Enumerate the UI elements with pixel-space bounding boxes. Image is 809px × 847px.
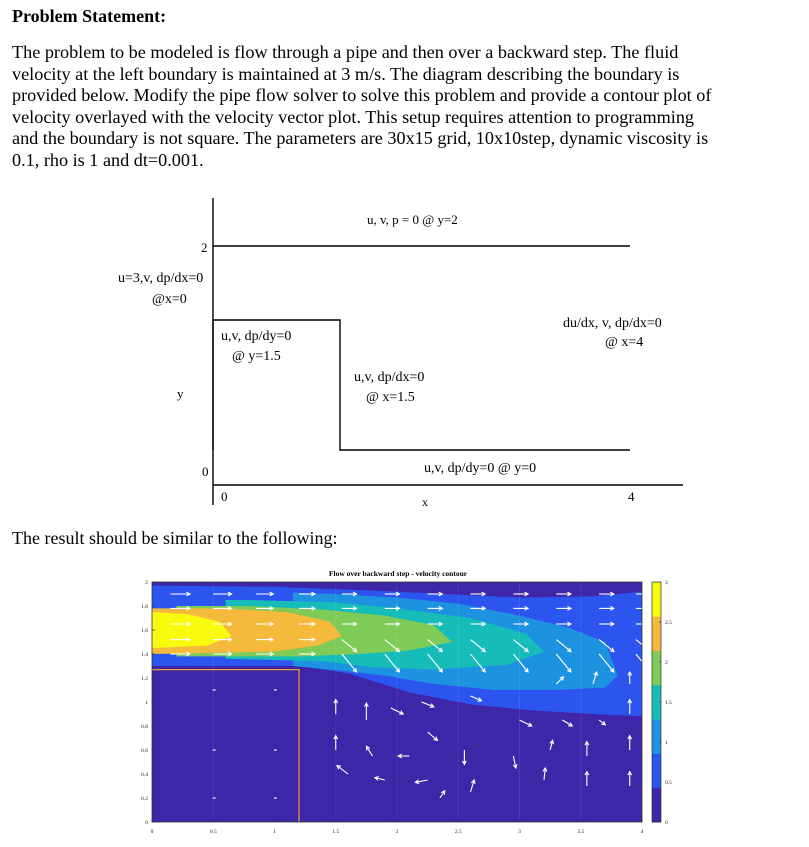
- diagram-right-label-2: @ x=4: [605, 335, 644, 350]
- diagram-step-top-label-1: u,v, dp/dy=0: [221, 329, 292, 344]
- y-tick-label: 0.4: [141, 772, 148, 778]
- paragraph-line: and the boundary is not square. The parameters are 30x15 grid, 10x10step, dynamic viscosity is: [12, 128, 709, 149]
- x-tick-label: 1.5: [332, 829, 340, 835]
- arrow-dot: [274, 797, 276, 799]
- colorbar-tick-label: 1: [665, 740, 668, 746]
- paragraph-line: provided below. Modify the pipe flow solver to solve this problem and provide a contour plot of: [12, 85, 712, 106]
- step-region: [152, 670, 299, 822]
- x-tick-label: 3: [518, 829, 521, 835]
- diagram-bottom-label: u,v, dp/dy=0 @ y=0: [424, 461, 537, 476]
- y-tick-label: 2: [145, 580, 148, 586]
- x-tick-label: 1: [273, 829, 276, 835]
- x-tick-label: 4: [640, 829, 644, 835]
- diagram-x-axis-label: x: [422, 495, 428, 509]
- x-tick-label: 2.5: [454, 829, 462, 835]
- diagram-y-tick-bottom: 0: [202, 464, 209, 479]
- problem-paragraph: [12, 42, 802, 172]
- diagram-left-label-1: u=3,v, dp/dx=0: [118, 271, 204, 286]
- x-tick-label: 0: [150, 829, 154, 835]
- diagram-x-tick-right: 4: [628, 489, 635, 504]
- x-tick-label: 3.5: [577, 829, 585, 835]
- colorbar-tick-label: 0: [665, 820, 668, 826]
- paragraph-line: 0.1, rho is 1 and dt=0.001.: [12, 149, 204, 170]
- result-lead-text: The result should be similar to the following:: [12, 528, 338, 548]
- paragraph-line: The problem to be modeled is flow through a pipe and then over a backward step. The fluid: [12, 42, 679, 62]
- arrow-dot: [212, 689, 214, 691]
- colorbar-segment: [652, 719, 661, 754]
- y-tick-label: 1.8: [141, 604, 148, 610]
- x-tick-label: 2: [395, 829, 399, 835]
- velocity-contour-plot: [0, 560, 809, 847]
- arrow-dot: [274, 689, 276, 691]
- arrow-dot: [212, 797, 214, 799]
- arrow-dot: [274, 749, 276, 751]
- y-tick-label: 1.6: [141, 628, 148, 634]
- y-tick-label: 0.2: [141, 796, 148, 802]
- x-tick-label: 0.5: [209, 829, 217, 835]
- colorbar-segment: [652, 616, 661, 651]
- colorbar-tick-label: 0.5: [665, 780, 672, 786]
- colorbar-segment: [652, 582, 661, 617]
- y-tick-label: 1.4: [141, 652, 148, 658]
- y-tick-label: 0.8: [141, 724, 148, 730]
- diagram-y-axis-label: y: [177, 386, 184, 401]
- colorbar-segment: [652, 788, 661, 823]
- colorbar-segment: [652, 651, 661, 686]
- diagram-right-label-1: du/dx, v, dp/dx=0: [563, 316, 662, 331]
- arrow-dot: [212, 749, 214, 751]
- y-tick-label: 1.2: [141, 676, 148, 682]
- colorbar-tick-label: 3: [665, 580, 668, 586]
- colorbar-tick-label: 2.5: [665, 620, 672, 626]
- colorbar-tick-label: 1.5: [665, 700, 672, 706]
- diagram-left-label-2: @x=0: [152, 292, 187, 307]
- diagram-top-label: u, v, p = 0 @ y=2: [367, 212, 458, 227]
- problem-heading: Problem Statement:: [12, 6, 167, 26]
- colorbar-segment: [652, 753, 661, 788]
- diagram-y-tick-top: 2: [201, 240, 208, 255]
- paragraph-line: velocity overlayed with the velocity vector plot. This setup requires attention to programming: [12, 106, 695, 127]
- diagram-step-side-label-1: u,v, dp/dx=0: [354, 370, 425, 385]
- y-tick-label: 0.6: [141, 748, 148, 754]
- diagram-step-side-label-2: @ x=1.5: [366, 390, 415, 405]
- diagram-x-tick-left: 0: [221, 489, 228, 504]
- colorbar-tick-label: 2: [665, 660, 668, 666]
- chart-title: Flow over backward step - velocity contour: [328, 569, 468, 578]
- boundary-diagram: [0, 190, 809, 520]
- y-tick-label: 0: [145, 820, 148, 826]
- diagram-step-top-label-2: @ y=1.5: [232, 349, 281, 364]
- paragraph-line: velocity at the left boundary is maintained at 3 m/s. The diagram describing the boundary is: [12, 63, 680, 84]
- y-tick-label: 1: [145, 700, 148, 706]
